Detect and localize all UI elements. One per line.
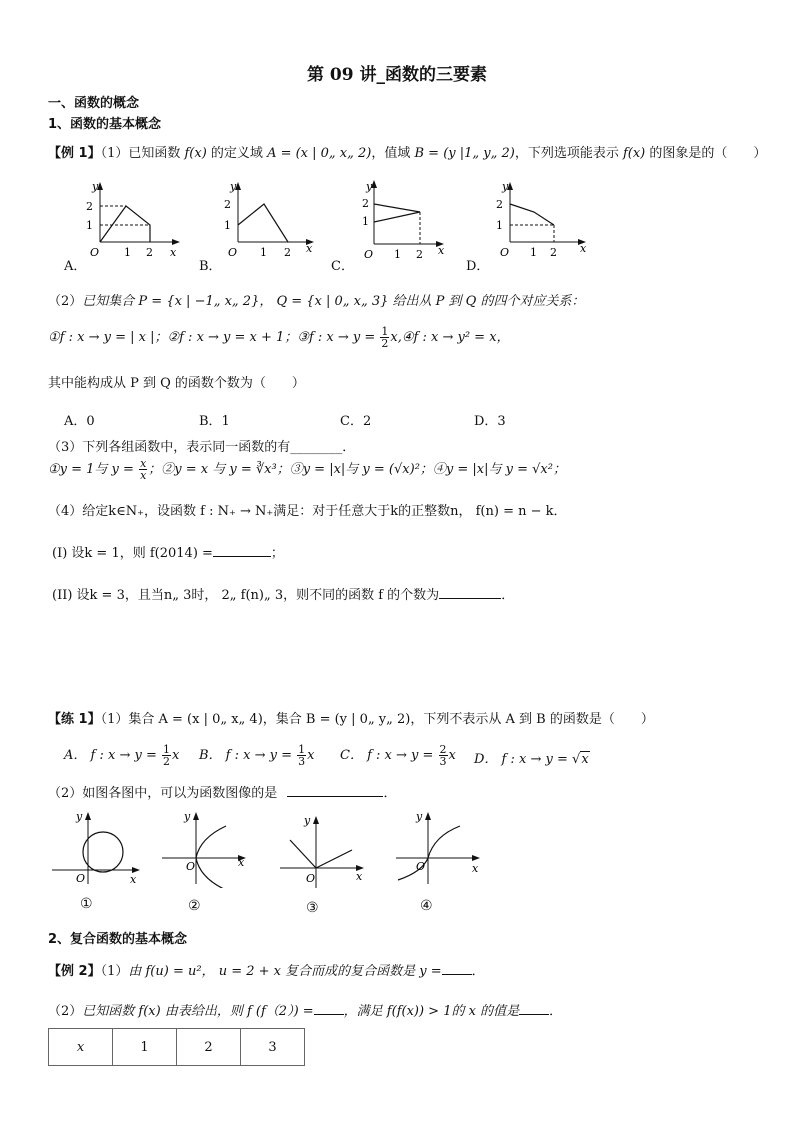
axis-x-label: x [580,242,587,255]
option-b-label: B． [199,259,222,274]
question-number: （1） [100,146,129,161]
variable-x: x [171,748,180,763]
function-fx: f(x) [184,146,207,161]
origin-label: O [90,246,100,259]
numerator: 2 [439,743,447,756]
graph-option-d [494,180,594,265]
range-set: B = (y |1„ y„ 2) [414,146,515,161]
question-number: （2） [48,1004,83,1019]
option-c-label: C． [331,259,354,274]
tick-2: 2 [146,246,153,259]
numerator: 1 [162,743,170,756]
mapping-list [48,326,510,349]
example-1-question-4 [48,500,567,519]
question-text: 由 f(u) = u²， u = 2 + x 复合而成的复合函数是 y = [128,964,442,979]
table-cell: 1 [113,1029,177,1066]
question-text: ，下列选项能表示 [514,146,623,161]
practice-option-a [64,744,179,767]
axis-y-label: y [416,810,423,823]
graph-option-c [358,178,458,266]
sub-question-end: ； [270,546,284,561]
axis-y-label: y [304,814,311,827]
practice-1-question-2 [48,782,396,801]
fraction [297,744,306,767]
numerator: x [140,457,147,470]
denominator: x [140,469,147,482]
answer-blank [519,1002,549,1015]
example-2-question-2 [48,1000,562,1019]
option-b: B．1 [199,414,230,429]
practice-option-d [474,748,590,767]
tick-1: 1 [86,219,93,232]
figure-label-3: ③ [306,900,319,916]
graph-option-a [84,180,184,265]
option-text: D． f : x → y = [474,752,573,767]
origin-label: O [500,246,510,259]
example-1-question-1 [48,142,766,161]
question-text: 的定义域 [206,146,268,161]
table-cell: x [49,1029,113,1066]
table-cell: 3 [241,1029,305,1066]
question-number: （3） [48,440,83,455]
option-c: C．2 [340,414,372,429]
curve-graph-4 [392,808,488,888]
numerator: 1 [381,325,389,338]
table-row [49,1029,305,1066]
page-title: 第 09 讲_函数的三要素 [307,65,487,85]
curve-graph-3 [276,812,372,892]
option-text: C． f : x → y = [340,748,438,763]
mapping-text: ①f : x → y = | x |；②f : x → y = x + 1；③f : x → y = [48,330,380,345]
question-text: ，值域 [371,146,415,161]
sqrt-radicand: x [581,752,589,767]
tick-1: 1 [394,248,401,261]
question-text: 已知函数 f(x) 由表给出，则 f (f（2）) = [82,1004,314,1019]
question-number: （1） [100,964,129,979]
question-number: （2） [48,786,83,801]
option-d-label: D． [466,259,490,274]
domain-set: A = (x | 0„ x„ 2) [267,146,372,161]
origin-label: O [364,248,374,261]
tick-1: 1 [224,219,231,232]
curve-graph-1 [48,808,144,888]
origin-label: O [416,860,426,873]
example-2-tag: 【例 2】 [48,964,101,979]
curve-graph-2 [158,808,254,888]
question-text: 的图象是的（ ） [645,146,767,161]
origin-label: O [306,872,316,885]
subsection-heading-2: 2、复合函数的基本概念 [48,932,188,947]
example-1-question-2 [48,290,584,309]
sqrt-sign: √ [572,752,581,767]
origin-label: O [228,246,238,259]
tick-1: 1 [496,219,503,232]
practice-option-c [340,744,456,767]
axis-y-label: y [92,180,99,193]
denominator: 2 [381,337,389,350]
question-text: 下列各组函数中，表示同一函数的有________． [82,440,356,455]
question-text: 给定k∈N₊，设函数 f : N₊ → N₊满足：对于任意大于k的正整数n， f(n) = n − k． [82,504,567,519]
tick-2: 2 [284,246,291,259]
denominator: 3 [439,755,447,768]
axis-x-label: x [130,873,137,886]
table-cell: 2 [177,1029,241,1066]
variable-x: x [307,748,315,763]
axis-y-label: y [366,180,373,193]
function-pairs [48,458,566,481]
tick-2: 2 [416,248,423,261]
question-text: 集合 A = (x | 0„ x„ 4)，集合 B = (y | 0„ y„ 2)，下列不表示从 A 到 B 的函数是（ ） [128,712,654,727]
question-number: （4） [48,504,83,519]
answer-blank [442,962,472,975]
tick-1: 1 [260,246,267,259]
value-table [48,1028,305,1066]
tick-2: 2 [86,200,93,213]
axis-x-label: x [472,862,479,875]
practice-option-b [199,744,314,767]
question-text: ，满足 f(f(x)) > 1的 x 的值是 [343,1004,520,1019]
option-d: D．3 [474,414,506,429]
pair-text: ；②y = x 与 y = ∛x³；③y = |x|与 y = (√x)²；④y = |x|与 y = √x²； [148,462,566,477]
question-text: 如图各图中，可以为函数图像的是 [82,786,278,801]
sub-question-text: (II) 设k = 3，且当n„ 3时， 2„ f(n)„ 3，则不同的函数 f 的个数为 [52,588,440,603]
answer-blank [213,544,271,557]
origin-label: O [186,860,196,873]
axis-x-label: x [356,870,363,883]
tick-2: 2 [496,198,503,211]
sub-question-text: (I) 设k = 1，则 f(2014) = [52,546,213,561]
question-end: ． [383,786,397,801]
axis-y-label: y [184,810,191,823]
tick-1: 1 [124,246,131,259]
figure-label-4: ④ [420,898,433,914]
tick-1: 1 [530,246,537,259]
question-end: ． [549,1004,563,1019]
question-end: ． [471,964,485,979]
practice-1-tag: 【练 1】 [48,712,101,727]
option-a-label: A． [64,259,87,274]
fraction [162,744,171,767]
axis-y-label: y [230,180,237,193]
figure-label-1: ① [80,896,93,912]
graph-option-b [222,180,322,265]
fraction [439,744,448,767]
mapping-text: x,④f : x → y² = x， [390,330,510,345]
origin-label: O [76,872,86,885]
answer-blank [439,586,501,599]
subsection-heading-1: 1、函数的基本概念 [48,117,162,132]
fraction-x-over-x [139,458,147,481]
question-ask: 其中能构成从 P 到 Q 的函数个数为（ ） [48,376,305,391]
option-text: B． f : x → y = [199,748,297,763]
fraction-one-half [380,326,389,349]
tick-2: 2 [362,197,369,210]
axis-x-label: x [170,246,177,259]
function-fx: f(x) [622,146,646,161]
option-a: A．0 [64,414,95,429]
option-text: A． f : x → y = [64,748,161,763]
tick-2: 2 [224,198,231,211]
sub-question-2 [52,584,514,603]
question-text: 已知集合 P = {x | −1„ x„ 2}， Q = {x | 0„ x„ 3} 给出从 P 到 Q 的四个对应关系： [82,294,585,309]
numerator: 1 [298,743,306,756]
question-text: 已知函数 [128,146,185,161]
axis-x-label: x [438,244,445,257]
question-number: （1） [100,712,129,727]
practice-1-question-1 [48,708,654,727]
question-number: （2） [48,294,83,309]
axis-y-label: y [76,810,83,823]
example-2-question-1 [48,960,485,979]
variable-x: x [448,748,456,763]
figure-label-2: ② [188,898,201,914]
tick-2: 2 [550,246,557,259]
example-1-tag: 【例 1】 [48,146,101,161]
sub-question-1 [52,542,284,561]
pair-text: ①y = 1与 y = [48,462,139,477]
axis-y-label: y [502,180,509,193]
denominator: 2 [162,755,170,768]
tick-1: 1 [362,215,369,228]
answer-blank [314,1002,344,1015]
answer-blank [287,784,383,797]
axis-x-label: x [238,856,245,869]
axis-x-label: x [306,242,313,255]
sub-question-end: ． [501,588,515,603]
denominator: 3 [298,755,306,768]
section-heading-1: 一、函数的概念 [48,96,140,111]
example-1-question-3 [48,436,355,455]
